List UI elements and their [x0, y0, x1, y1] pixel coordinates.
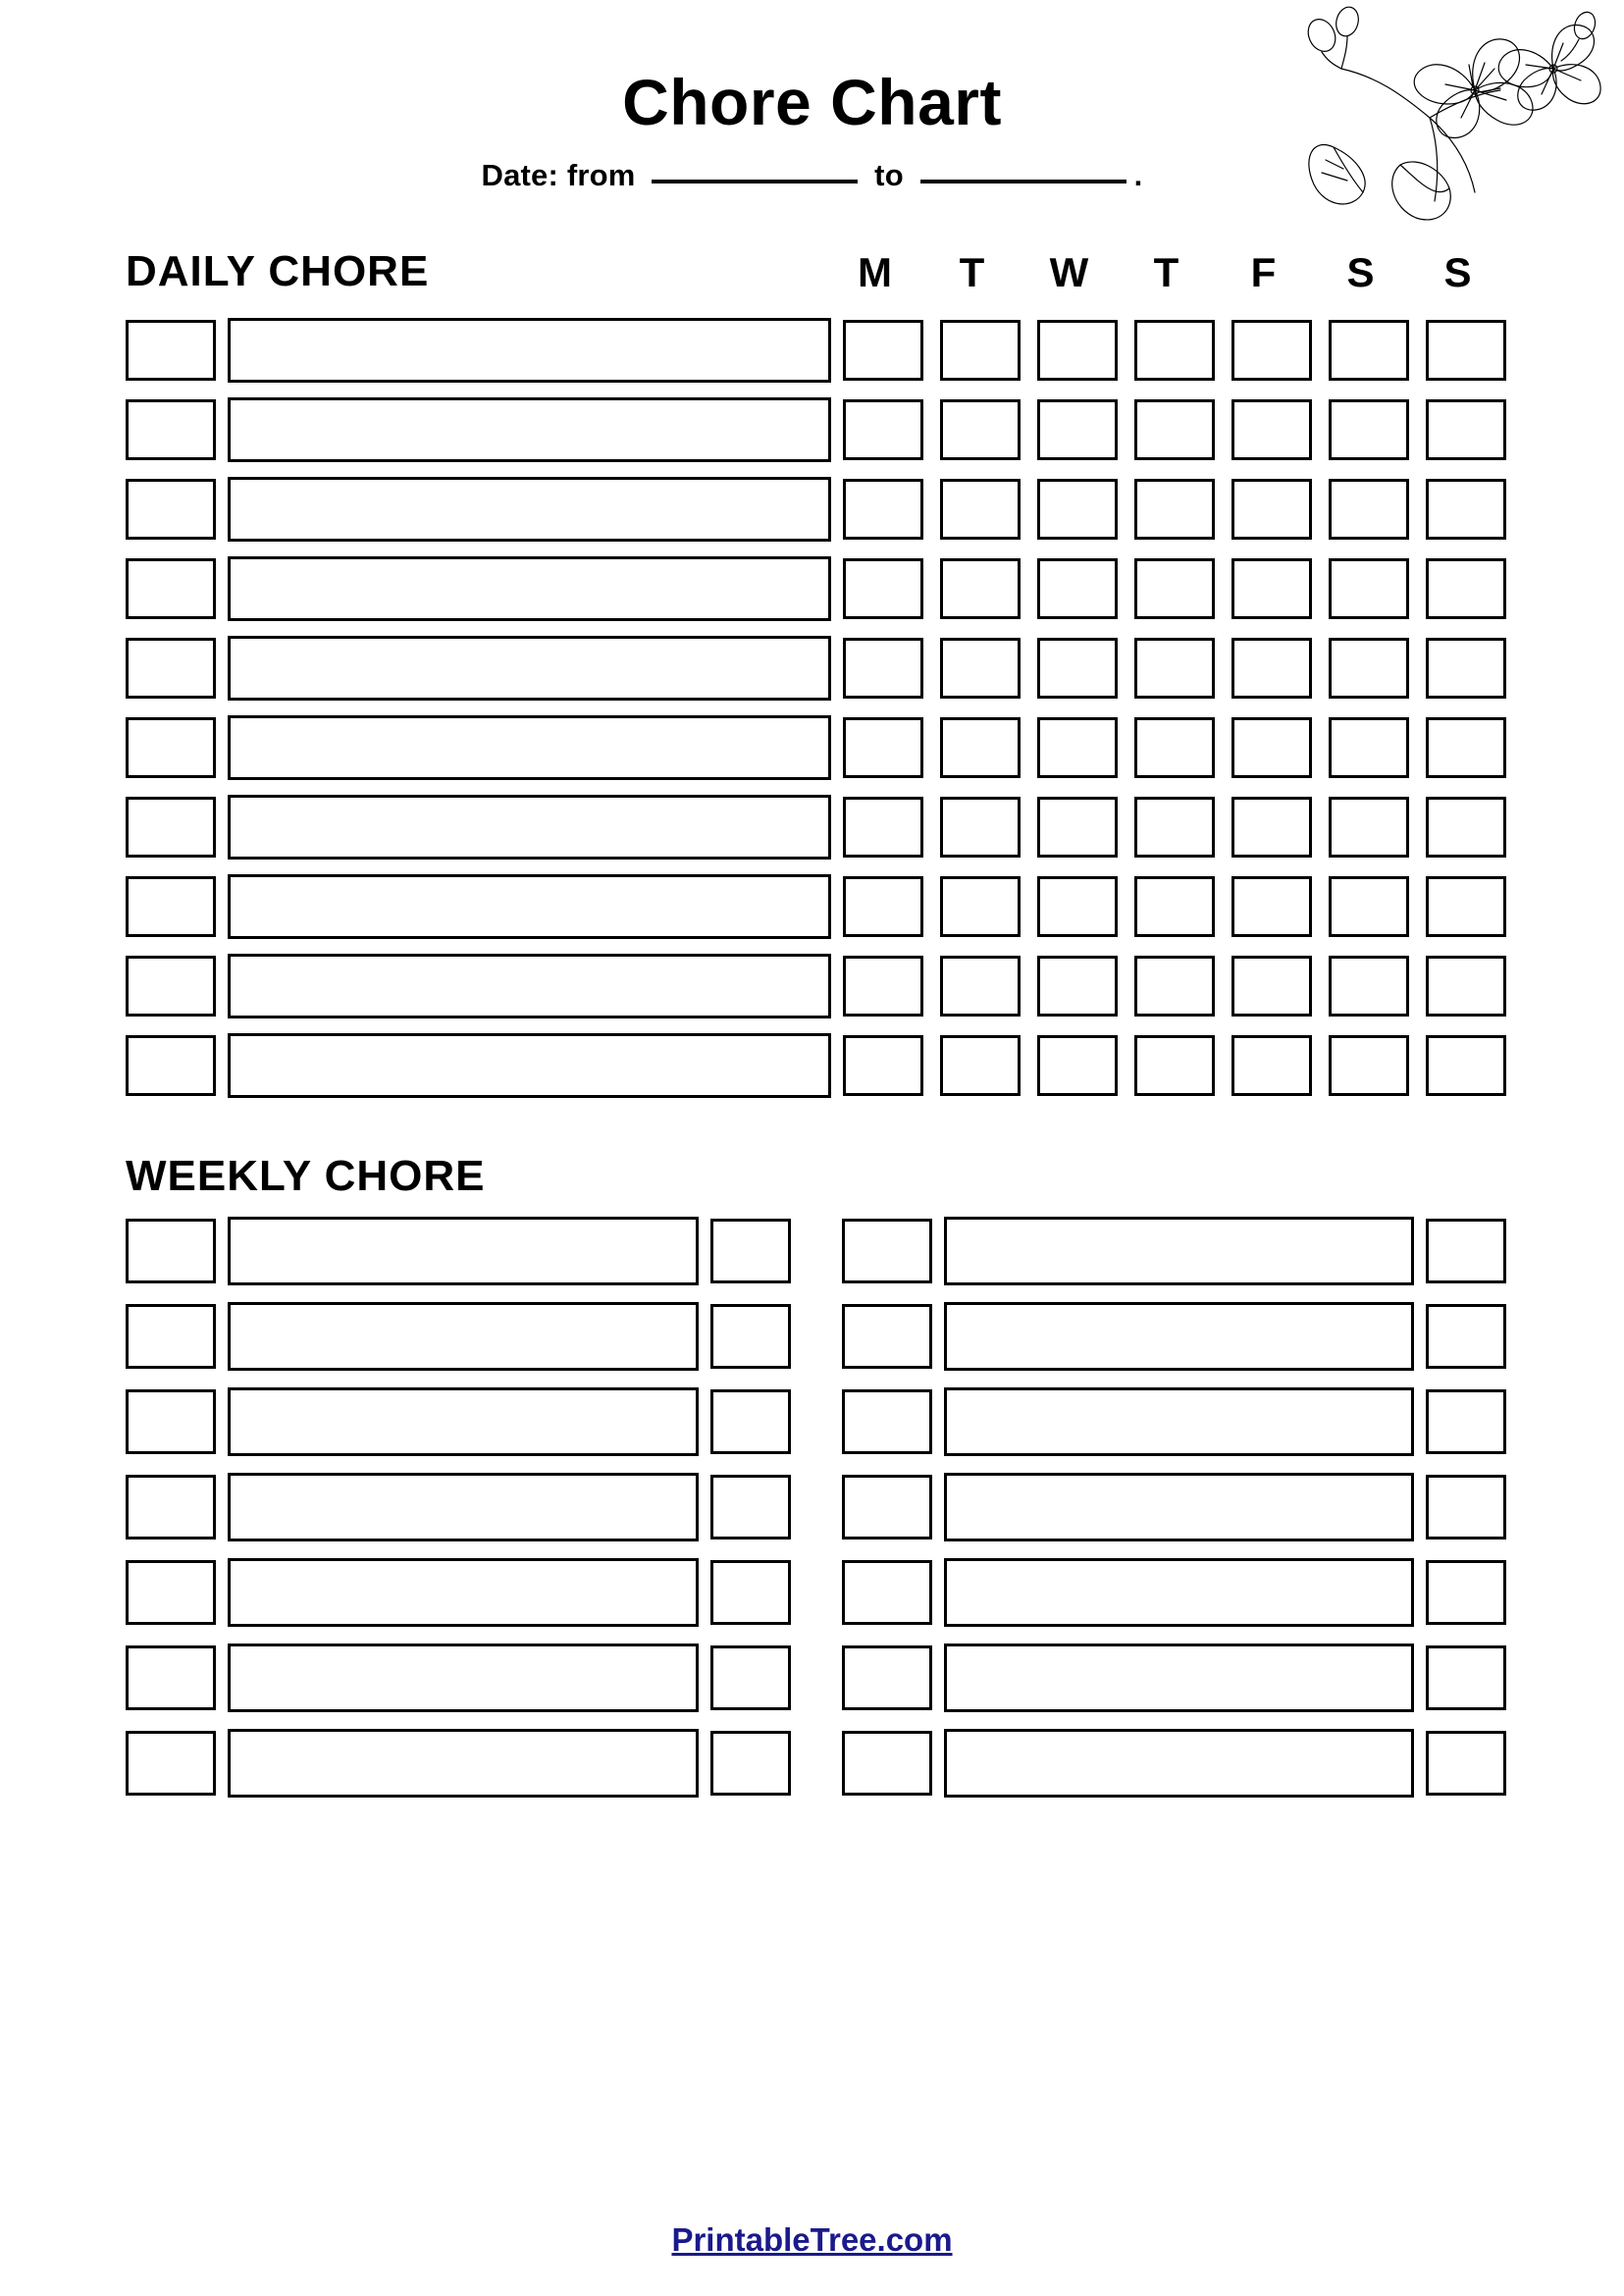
weekly-chore-checkbox[interactable] [842, 1731, 932, 1796]
daily-chore-day-cell[interactable] [1231, 717, 1312, 778]
weekly-chore-checkbox[interactable] [842, 1389, 932, 1454]
daily-chore-day-cell[interactable] [1134, 320, 1215, 381]
date-middle-label: to [874, 158, 904, 193]
daily-chore-row [126, 477, 1506, 542]
daily-chore-day-cell[interactable] [843, 399, 923, 460]
daily-chore-day-cell[interactable] [1231, 876, 1312, 937]
daily-chore-day-cell[interactable] [1426, 1035, 1506, 1096]
weekly-chore-name-field[interactable] [228, 1729, 699, 1798]
daily-chore-checkbox[interactable] [126, 558, 216, 619]
daily-chore-day-cell[interactable] [843, 638, 923, 699]
weekly-chore-done-cell[interactable] [710, 1645, 791, 1710]
daily-chore-day-cell[interactable] [940, 876, 1021, 937]
daily-chore-day-cell[interactable] [1037, 797, 1118, 858]
daily-chore-day-cell[interactable] [940, 797, 1021, 858]
daily-chore-day-cell[interactable] [1329, 717, 1409, 778]
weekly-chore-checkbox[interactable] [126, 1304, 216, 1369]
weekly-chore-done-cell[interactable] [1426, 1475, 1506, 1539]
weekly-chore-row [842, 1387, 1507, 1456]
weekly-chore-name-field[interactable] [944, 1473, 1415, 1541]
weekly-chore-name-field[interactable] [228, 1473, 699, 1541]
daily-chore-day-cell[interactable] [1037, 876, 1118, 937]
weekly-chore-done-cell[interactable] [710, 1304, 791, 1369]
daily-chore-row [126, 795, 1506, 860]
daily-chore-name-field[interactable] [228, 636, 831, 701]
daily-chore-day-cell[interactable] [1426, 479, 1506, 540]
weekly-chore-column-right [842, 1217, 1507, 1814]
daily-chore-header-row [0, 247, 1624, 296]
daily-chore-day-cell[interactable] [1231, 479, 1312, 540]
daily-chore-day-cell[interactable] [1426, 876, 1506, 937]
daily-chore-row [126, 636, 1506, 701]
daily-chore-day-cell[interactable] [940, 717, 1021, 778]
daily-chore-day-cell[interactable] [1231, 956, 1312, 1017]
daily-chore-day-cell[interactable] [1134, 797, 1215, 858]
daily-chore-name-field[interactable] [228, 318, 831, 383]
document-header [0, 0, 1624, 193]
daily-chore-day-cell[interactable] [1329, 479, 1409, 540]
weekly-chore-row [126, 1729, 791, 1798]
daily-chore-name-field[interactable] [228, 1033, 831, 1098]
weekly-chore-checkbox[interactable] [126, 1389, 216, 1454]
date-range-line [0, 150, 1624, 193]
weekly-chore-done-cell[interactable] [1426, 1560, 1506, 1625]
daily-chore-checkbox[interactable] [126, 876, 216, 937]
daily-chore-day-cell[interactable] [1426, 320, 1506, 381]
day-header-thursday: T [1153, 249, 1179, 296]
weekly-chore-row [126, 1387, 791, 1456]
daily-chore-day-cell[interactable] [1426, 717, 1506, 778]
weekly-chore-row [126, 1473, 791, 1541]
weekly-chore-header-row [0, 1152, 1624, 1201]
weekly-chore-done-cell[interactable] [1426, 1219, 1506, 1283]
daily-chore-name-field[interactable] [228, 477, 831, 542]
daily-chore-day-cell[interactable] [1426, 797, 1506, 858]
weekly-chore-name-field[interactable] [944, 1644, 1415, 1712]
daily-chore-name-field[interactable] [228, 715, 831, 780]
weekly-chore-done-cell[interactable] [1426, 1389, 1506, 1454]
weekly-chore-row [842, 1302, 1507, 1371]
weekly-chore-row [126, 1644, 791, 1712]
daily-chore-row [126, 318, 1506, 383]
weekly-chore-name-field[interactable] [228, 1302, 699, 1371]
weekly-chore-title: WEEKLY CHORE [126, 1152, 486, 1201]
daily-chore-day-cell[interactable] [1134, 399, 1215, 460]
weekly-chore-done-cell[interactable] [1426, 1304, 1506, 1369]
daily-chore-title: DAILY CHORE [126, 247, 430, 296]
weekly-chore-checkbox[interactable] [126, 1560, 216, 1625]
daily-chore-day-cell[interactable] [1037, 479, 1118, 540]
daily-chore-day-cell[interactable] [843, 1035, 923, 1096]
daily-chore-day-cell[interactable] [1231, 1035, 1312, 1096]
daily-chore-day-cell[interactable] [1231, 558, 1312, 619]
daily-chore-checkbox[interactable] [126, 399, 216, 460]
daily-chore-day-cell[interactable] [1037, 558, 1118, 619]
daily-chore-day-cell[interactable] [940, 399, 1021, 460]
daily-chore-day-cell[interactable] [1134, 717, 1215, 778]
daily-chore-day-cell[interactable] [1329, 638, 1409, 699]
day-header-wednesday: W [1049, 249, 1089, 296]
daily-chore-row [126, 556, 1506, 621]
weekly-chore-row [842, 1644, 1507, 1712]
daily-chore-day-cell[interactable] [940, 1035, 1021, 1096]
weekly-chore-name-field[interactable] [228, 1387, 699, 1456]
page-title: Chore Chart [622, 66, 1002, 138]
daily-chore-day-cell[interactable] [940, 320, 1021, 381]
day-header-monday: M [858, 249, 892, 296]
daily-chore-day-cell[interactable] [940, 558, 1021, 619]
daily-chore-day-cell[interactable] [843, 558, 923, 619]
daily-chore-checkbox[interactable] [126, 638, 216, 699]
date-from-field[interactable] [652, 150, 858, 183]
daily-chore-name-field[interactable] [228, 795, 831, 860]
daily-chore-day-cell[interactable] [1329, 399, 1409, 460]
daily-chore-day-cell[interactable] [1134, 479, 1215, 540]
weekly-chore-name-field[interactable] [944, 1387, 1415, 1456]
daily-chore-day-cell[interactable] [1329, 956, 1409, 1017]
weekly-chore-row [126, 1217, 791, 1285]
weekly-chore-row [842, 1473, 1507, 1541]
daily-chore-checkbox[interactable] [126, 717, 216, 778]
weekly-chore-name-field[interactable] [228, 1217, 699, 1285]
weekly-chore-checkbox[interactable] [842, 1645, 932, 1710]
daily-chore-day-cell[interactable] [843, 797, 923, 858]
weekly-chore-checkbox[interactable] [842, 1475, 932, 1539]
daily-chore-day-cell[interactable] [1134, 638, 1215, 699]
daily-chore-day-cell[interactable] [1231, 399, 1312, 460]
daily-chore-day-cell[interactable] [1329, 320, 1409, 381]
weekly-chore-name-field[interactable] [228, 1644, 699, 1712]
daily-chore-day-cell[interactable] [940, 956, 1021, 1017]
weekly-chore-column-left [126, 1217, 791, 1814]
daily-chore-day-cell[interactable] [1426, 638, 1506, 699]
daily-chore-day-cell[interactable] [1037, 1035, 1118, 1096]
weekly-chore-done-cell[interactable] [710, 1731, 791, 1796]
daily-chore-row [126, 397, 1506, 462]
weekly-chore-checkbox[interactable] [126, 1219, 216, 1283]
daily-chore-name-field[interactable] [228, 556, 831, 621]
daily-chore-day-cell[interactable] [1231, 638, 1312, 699]
daily-chore-day-cell[interactable] [1231, 320, 1312, 381]
weekly-chore-checkbox[interactable] [842, 1560, 932, 1625]
weekly-chore-row [842, 1558, 1507, 1627]
daily-chore-name-field[interactable] [228, 874, 831, 939]
weekly-chore-checkbox[interactable] [842, 1304, 932, 1369]
weekly-chore-row [126, 1558, 791, 1627]
weekly-chore-name-field[interactable] [944, 1729, 1415, 1798]
weekly-chore-checkbox[interactable] [126, 1645, 216, 1710]
daily-chore-day-cell[interactable] [1134, 876, 1215, 937]
day-header-saturday: S [1346, 249, 1375, 296]
date-to-field[interactable] [920, 150, 1126, 183]
day-header-friday: F [1250, 249, 1277, 296]
weekly-chore-name-field[interactable] [228, 1558, 699, 1627]
printabletree-link[interactable]: PrintableTree.com [671, 2221, 953, 2258]
daily-chore-day-cell[interactable] [1329, 1035, 1409, 1096]
daily-chore-day-cell[interactable] [1329, 876, 1409, 937]
weekly-chore-checkbox[interactable] [126, 1731, 216, 1796]
date-prefix-label: Date: from [481, 158, 636, 193]
day-header-group [826, 249, 1506, 296]
daily-chore-day-cell[interactable] [1426, 558, 1506, 619]
weekly-chore-done-cell[interactable] [710, 1389, 791, 1454]
daily-chore-day-cell[interactable] [1134, 1035, 1215, 1096]
weekly-chore-row [842, 1729, 1507, 1798]
daily-chore-row [126, 874, 1506, 939]
daily-chore-name-field[interactable] [228, 397, 831, 462]
daily-chore-day-cell[interactable] [940, 638, 1021, 699]
daily-chore-day-cell[interactable] [1329, 558, 1409, 619]
daily-chore-row [126, 715, 1506, 780]
date-suffix-label: . [1133, 158, 1143, 193]
weekly-chore-name-field[interactable] [944, 1558, 1415, 1627]
daily-chore-day-cell[interactable] [1231, 797, 1312, 858]
weekly-chore-done-cell[interactable] [1426, 1645, 1506, 1710]
daily-chore-checkbox[interactable] [126, 479, 216, 540]
footer [0, 2221, 1624, 2259]
weekly-chore-checkbox[interactable] [126, 1475, 216, 1539]
daily-chore-checkbox[interactable] [126, 320, 216, 381]
daily-chore-day-cell[interactable] [1134, 956, 1215, 1017]
daily-chore-day-cell[interactable] [843, 876, 923, 937]
weekly-chore-name-field[interactable] [944, 1217, 1415, 1285]
daily-chore-day-cell[interactable] [843, 717, 923, 778]
weekly-chore-name-field[interactable] [944, 1302, 1415, 1371]
daily-chore-day-cell[interactable] [1037, 399, 1118, 460]
daily-chore-checkbox[interactable] [126, 1035, 216, 1096]
daily-chore-day-cell[interactable] [940, 479, 1021, 540]
daily-chore-day-cell[interactable] [1426, 956, 1506, 1017]
daily-chore-day-cell[interactable] [843, 956, 923, 1017]
daily-chore-day-cell[interactable] [1037, 956, 1118, 1017]
day-header-tuesday: T [959, 249, 985, 296]
daily-chore-day-cell[interactable] [1426, 399, 1506, 460]
weekly-chore-checkbox[interactable] [842, 1219, 932, 1283]
weekly-chore-done-cell[interactable] [710, 1219, 791, 1283]
weekly-chore-done-cell[interactable] [1426, 1731, 1506, 1796]
daily-chore-day-cell[interactable] [843, 320, 923, 381]
day-header-sunday: S [1443, 249, 1472, 296]
daily-chore-row [126, 1033, 1506, 1098]
daily-chore-table [0, 318, 1624, 1098]
daily-chore-day-cell[interactable] [1037, 638, 1118, 699]
daily-chore-day-cell[interactable] [1134, 558, 1215, 619]
weekly-chore-row [126, 1302, 791, 1371]
daily-chore-row [126, 954, 1506, 1018]
weekly-chore-done-cell[interactable] [710, 1475, 791, 1539]
daily-chore-checkbox[interactable] [126, 797, 216, 858]
weekly-chore-done-cell[interactable] [710, 1560, 791, 1625]
daily-chore-day-cell[interactable] [843, 479, 923, 540]
daily-chore-day-cell[interactable] [1037, 320, 1118, 381]
daily-chore-checkbox[interactable] [126, 956, 216, 1017]
weekly-chore-table [0, 1217, 1624, 1814]
daily-chore-day-cell[interactable] [1037, 717, 1118, 778]
daily-chore-day-cell[interactable] [1329, 797, 1409, 858]
daily-chore-name-field[interactable] [228, 954, 831, 1018]
weekly-chore-row [842, 1217, 1507, 1285]
